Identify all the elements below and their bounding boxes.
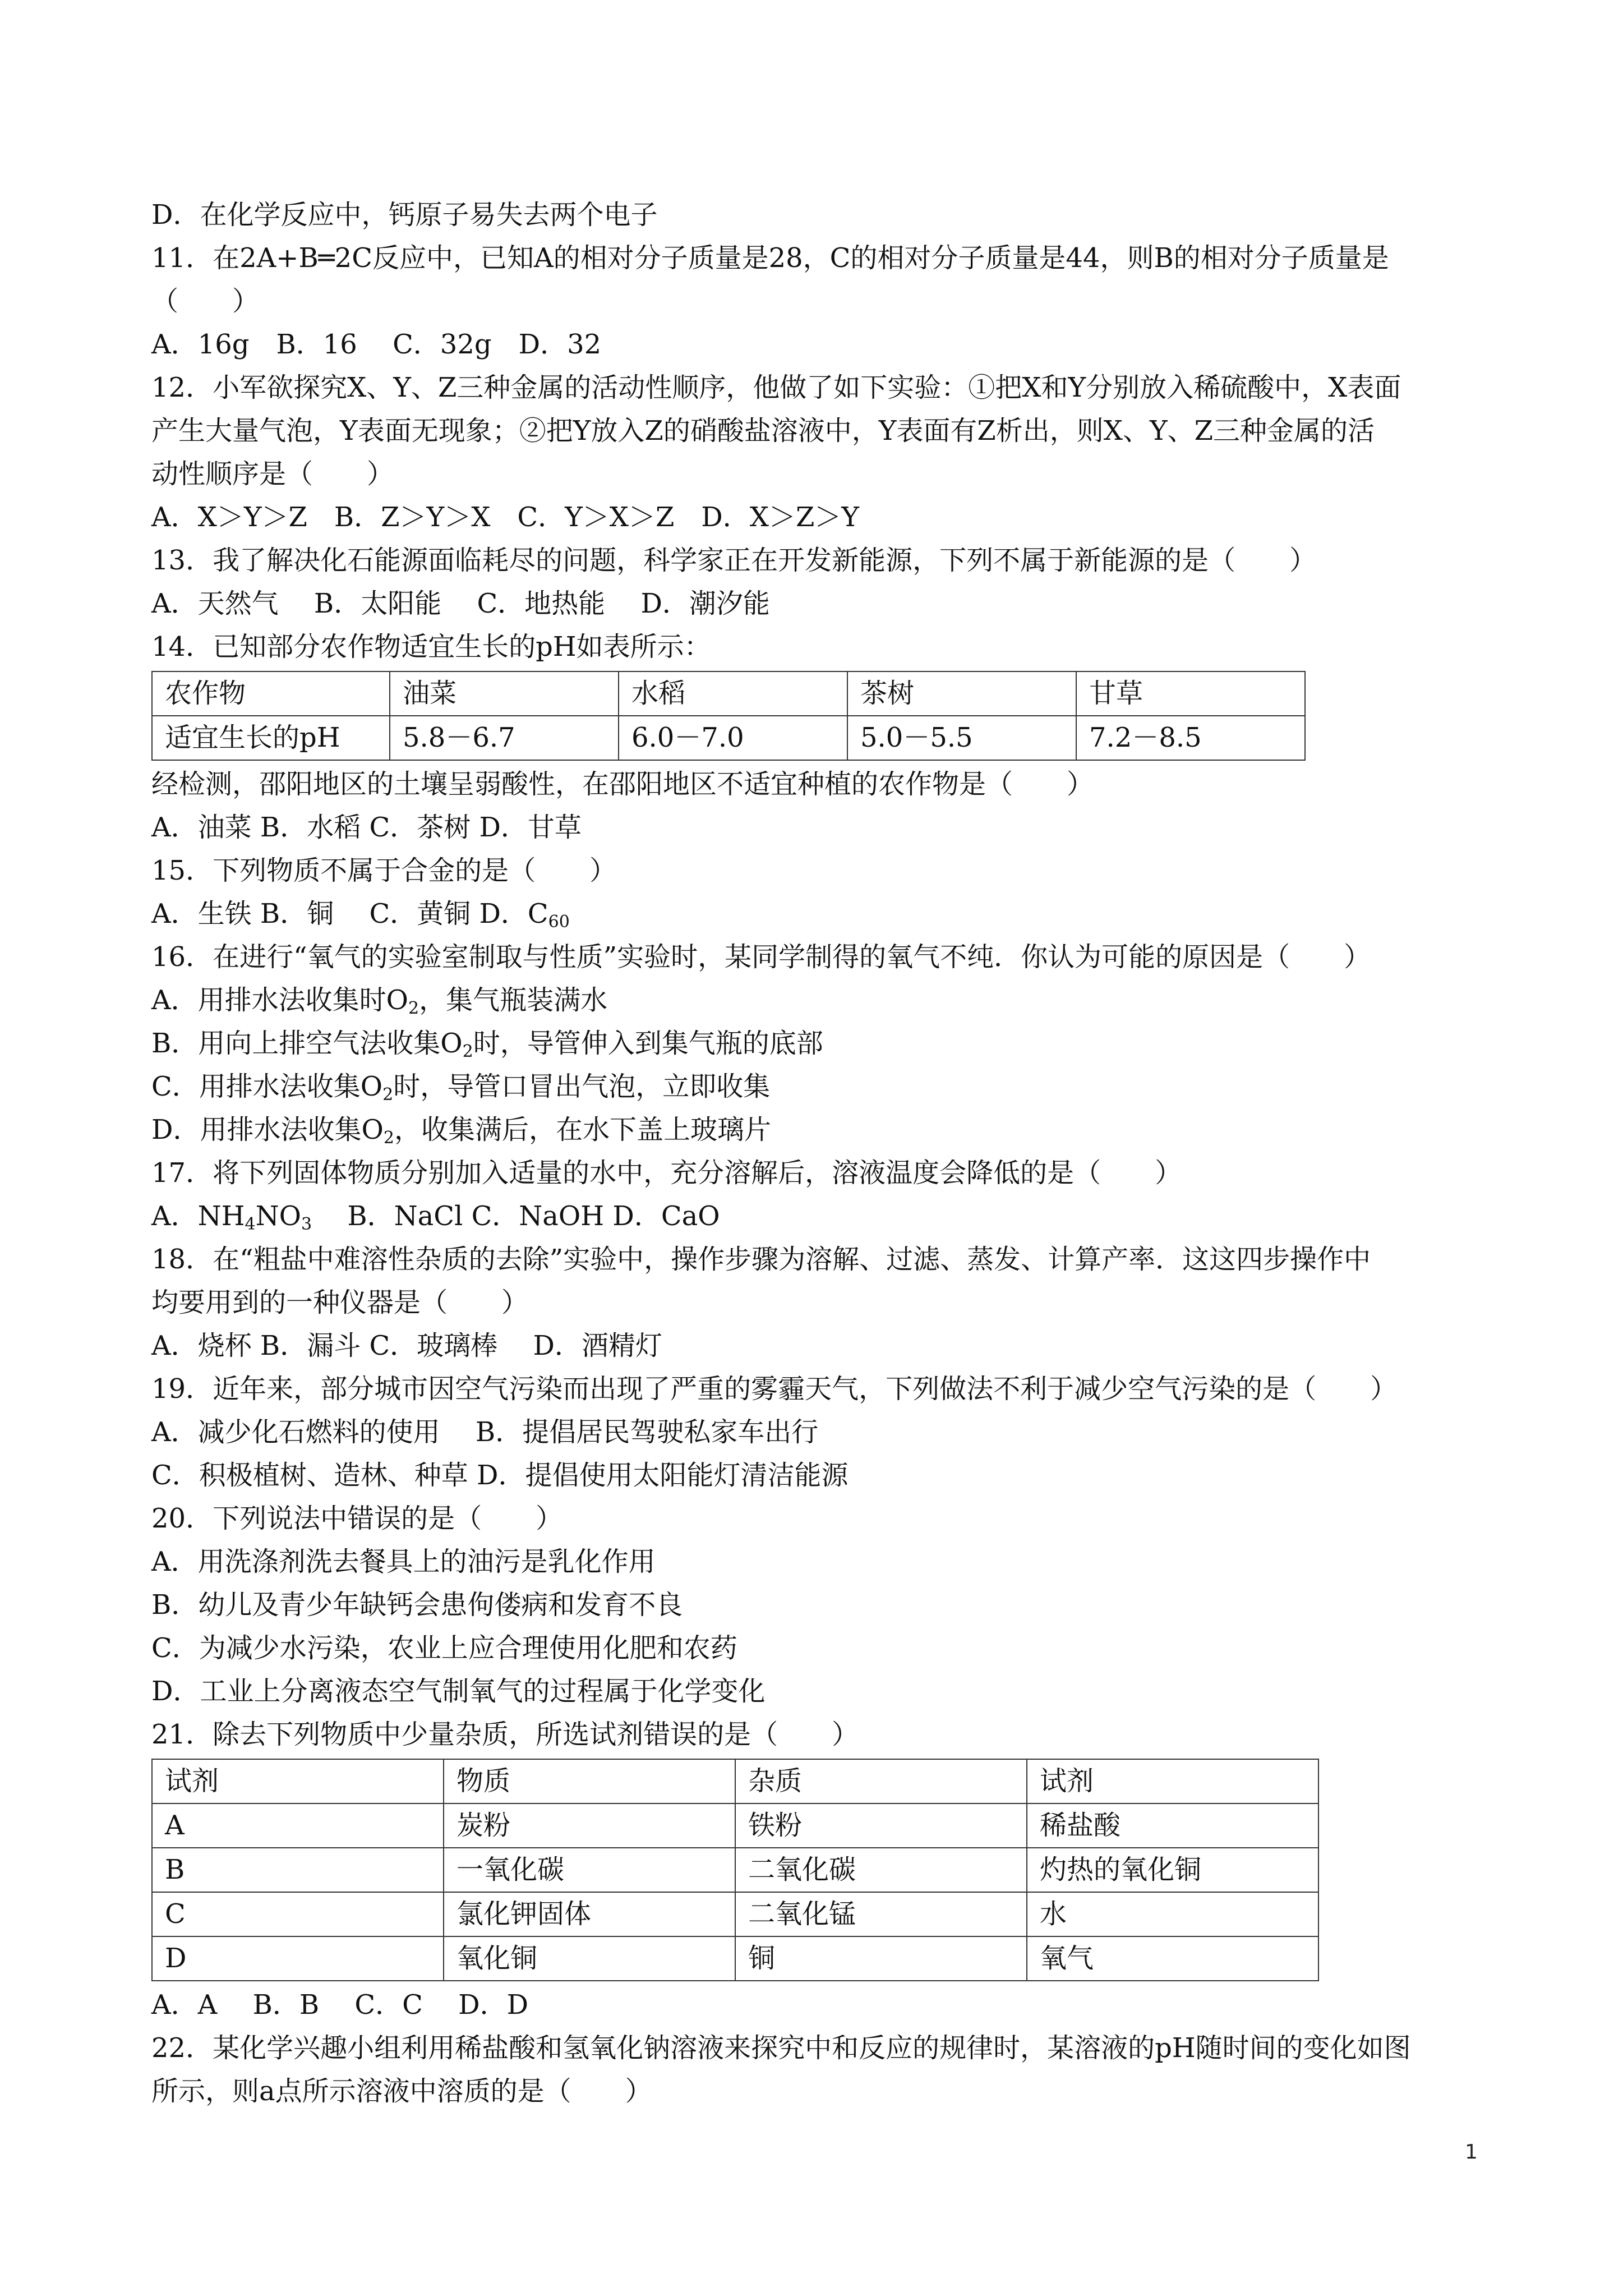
q15-options [151, 892, 1497, 936]
q20-option-b: B．幼儿及青少年缺钙会患佝偻病和发育不良 [151, 1589, 683, 1621]
q17-stem: 17．将下列固体物质分别加入适量的水中，充分溶解后，溶液温度会降低的是（ ） [151, 1157, 1182, 1189]
table-cell: 试剂 [152, 1759, 444, 1803]
table-row [152, 1759, 1318, 1803]
q21-options: A．A B．B C．C D．D [151, 1989, 529, 2021]
q20-stem: 20．下列说法中错误的是（ ） [151, 1503, 563, 1534]
subscript: 2 [408, 999, 419, 1018]
table-cell: 杂质 [735, 1759, 1027, 1803]
q16-option-a [151, 979, 1497, 1022]
table-cell: 油菜 [390, 671, 619, 716]
table-cell: 适宜生长的pH [152, 716, 390, 760]
table-cell: 5.0－5.5 [847, 716, 1076, 760]
q13-stem: 13．我了解决化石能源面临耗尽的问题，科学家正在开发新能源，下列不属于新能源的是（ ） [151, 545, 1317, 576]
table-cell: 茶树 [847, 671, 1076, 716]
table-cell: 铁粉 [735, 1803, 1027, 1848]
table-cell: 铜 [735, 1936, 1027, 1981]
option-text: ，集气瓶装满水 [419, 984, 608, 1016]
q10-option-d: D．在化学反应中，钙原子易失去两个电子 [151, 199, 658, 231]
option-text: ，收集满后，在水下盖上玻璃片 [394, 1114, 771, 1145]
q19-options-cd: C．积极植树、造林、种草 D．提倡使用太阳能灯清洁能源 [151, 1460, 849, 1491]
table-cell: 5.8－6.7 [390, 716, 619, 760]
q14-options: A．油菜 B．水稻 C．茶树 D．甘草 [151, 812, 582, 843]
q20-option-c: C．为减少水污染，农业上应合理使用化肥和农药 [151, 1632, 737, 1664]
table-row [152, 1848, 1318, 1892]
q17-options [151, 1195, 1497, 1238]
option-text: C．用排水法收集O [151, 1071, 383, 1102]
table-cell: 水 [1027, 1892, 1318, 1936]
q18-stem-cont: 均要用到的一种仪器是（ ） [151, 1287, 529, 1318]
q12-stem-end: 动性顺序是（ ） [151, 458, 394, 490]
q20-option-a: A．用洗涤剂洗去餐具上的油污是乳化作用 [151, 1546, 656, 1577]
table-row [152, 1892, 1318, 1936]
option-text: B．用向上排空气法收集O [151, 1028, 463, 1059]
table-cell: 试剂 [1027, 1759, 1318, 1803]
option-text: B．NaCl C．NaOH D．CaO [312, 1200, 720, 1232]
q13-options: A．天然气 B．太阳能 C．地热能 D．潮汐能 [151, 588, 770, 619]
page-number: 1 [1465, 2141, 1478, 2164]
table-cell: C [152, 1892, 444, 1936]
q18-options: A．烧杯 B．漏斗 C．玻璃棒 D．酒精灯 [151, 1330, 662, 1361]
table-cell: B [152, 1848, 444, 1892]
subscript: 4 [245, 1214, 256, 1234]
table-row [152, 716, 1305, 760]
q11-stem: 11．在2A+B═2C反应中，已知A的相对分子质量是28，C的相对分子质量是44，则B的相对分子质量是 [151, 242, 1389, 274]
q19-stem: 19．近年来，部分城市因空气污染而出现了严重的雾霾天气，下列做法不利于减少空气污染的是（ ） [151, 1373, 1398, 1405]
table-cell: 一氧化碳 [444, 1848, 735, 1892]
ph-table [151, 671, 1306, 761]
table-cell: 7.2－8.5 [1076, 716, 1305, 760]
q16-option-d [151, 1108, 1497, 1152]
q12-stem: 12．小军欲探究X、Y、Z三种金属的活动性顺序，他做了如下实验：①把X和Y分别放入稀硫酸中，X表面 [151, 372, 1401, 403]
table-cell: 氯化钾固体 [444, 1892, 735, 1936]
table-cell: 6.0－7.0 [619, 716, 847, 760]
table-row [152, 1803, 1318, 1848]
table-cell: 二氧化碳 [735, 1848, 1027, 1892]
table-cell: 稀盐酸 [1027, 1803, 1318, 1848]
table-cell: 炭粉 [444, 1803, 735, 1848]
q12-options: A．X＞Y＞Z B．Z＞Y＞X C．Y＞X＞Z D．X＞Z＞Y [151, 501, 859, 533]
option-text: D．用排水法收集O [151, 1114, 384, 1145]
subscript: 2 [383, 1128, 394, 1148]
q14-stem-cont: 经检测，邵阳地区的土壤呈弱酸性，在邵阳地区不适宜种植的农作物是（ ） [151, 769, 1094, 800]
page-content [151, 194, 1497, 2113]
table-cell: A [152, 1803, 444, 1848]
subscript: 2 [462, 1042, 473, 1061]
option-text: 时，导管伸入到集气瓶的底部 [473, 1028, 823, 1059]
q20-option-d: D．工业上分离液态空气制氧气的过程属于化学变化 [151, 1676, 766, 1707]
q11-stem-cont: （ ） [151, 286, 260, 317]
table-cell: 物质 [444, 1759, 735, 1803]
q12-stem-cont: 产生大量气泡，Y表面无现象；②把Y放入Z的硝酸盐溶液中，Y表面有Z析出，则X、Y、Z三种金属的活 [151, 415, 1375, 447]
subscript: 3 [301, 1214, 312, 1234]
table-row [152, 671, 1305, 716]
q14-stem: 14．已知部分农作物适宜生长的pH如表所示： [151, 631, 711, 662]
table-row [152, 1936, 1318, 1981]
table-cell: D [152, 1936, 444, 1981]
table-cell: 二氧化锰 [735, 1892, 1027, 1936]
q15-stem: 15．下列物质不属于合金的是（ ） [151, 855, 617, 886]
q16-option-b [151, 1022, 1497, 1065]
option-text: 时，导管口冒出气泡，立即收集 [393, 1071, 771, 1102]
table-cell: 水稻 [619, 671, 847, 716]
q22-stem: 22．某化学兴趣小组利用稀盐酸和氢氧化钠溶液来探究中和反应的规律时，某溶液的pH随时间的变化如图 [151, 2032, 1411, 2064]
q15-options-text: A．生铁 B．铜 C．黄铜 D．C [151, 898, 548, 930]
table-cell: 农作物 [152, 671, 390, 716]
table-cell: 氧气 [1027, 1936, 1318, 1981]
table-cell: 甘草 [1076, 671, 1305, 716]
subscript: 2 [382, 1085, 394, 1105]
table-cell: 氧化铜 [444, 1936, 735, 1981]
q18-stem: 18．在“粗盐中难溶性杂质的去除”实验中，操作步骤为溶解、过滤、蒸发、计算产率．这这四步操作中 [151, 1244, 1371, 1275]
q21-stem: 21．除去下列物质中少量杂质，所选试剂错误的是（ ） [151, 1719, 859, 1750]
option-text: A．用排水法收集时O [151, 984, 409, 1016]
q11-options: A．16g B．16 C．32g D．32 [151, 329, 602, 360]
subscript: 60 [548, 912, 570, 932]
table-cell: 灼热的氧化铜 [1027, 1848, 1318, 1892]
q19-options-ab: A．减少化石燃料的使用 B．提倡居民驾驶私家车出行 [151, 1416, 819, 1448]
q16-stem: 16．在进行“氧气的实验室制取与性质”实验时，某同学制得的氧气不纯．你认为可能的原因是（ ） [151, 941, 1371, 973]
option-text: A．NH [151, 1200, 245, 1232]
q16-option-c [151, 1065, 1497, 1108]
option-text: NO [255, 1200, 301, 1232]
q22-stem-cont: 所示，则a点所示溶液中溶质的是（ ） [151, 2076, 652, 2107]
impurity-table [151, 1759, 1319, 1981]
